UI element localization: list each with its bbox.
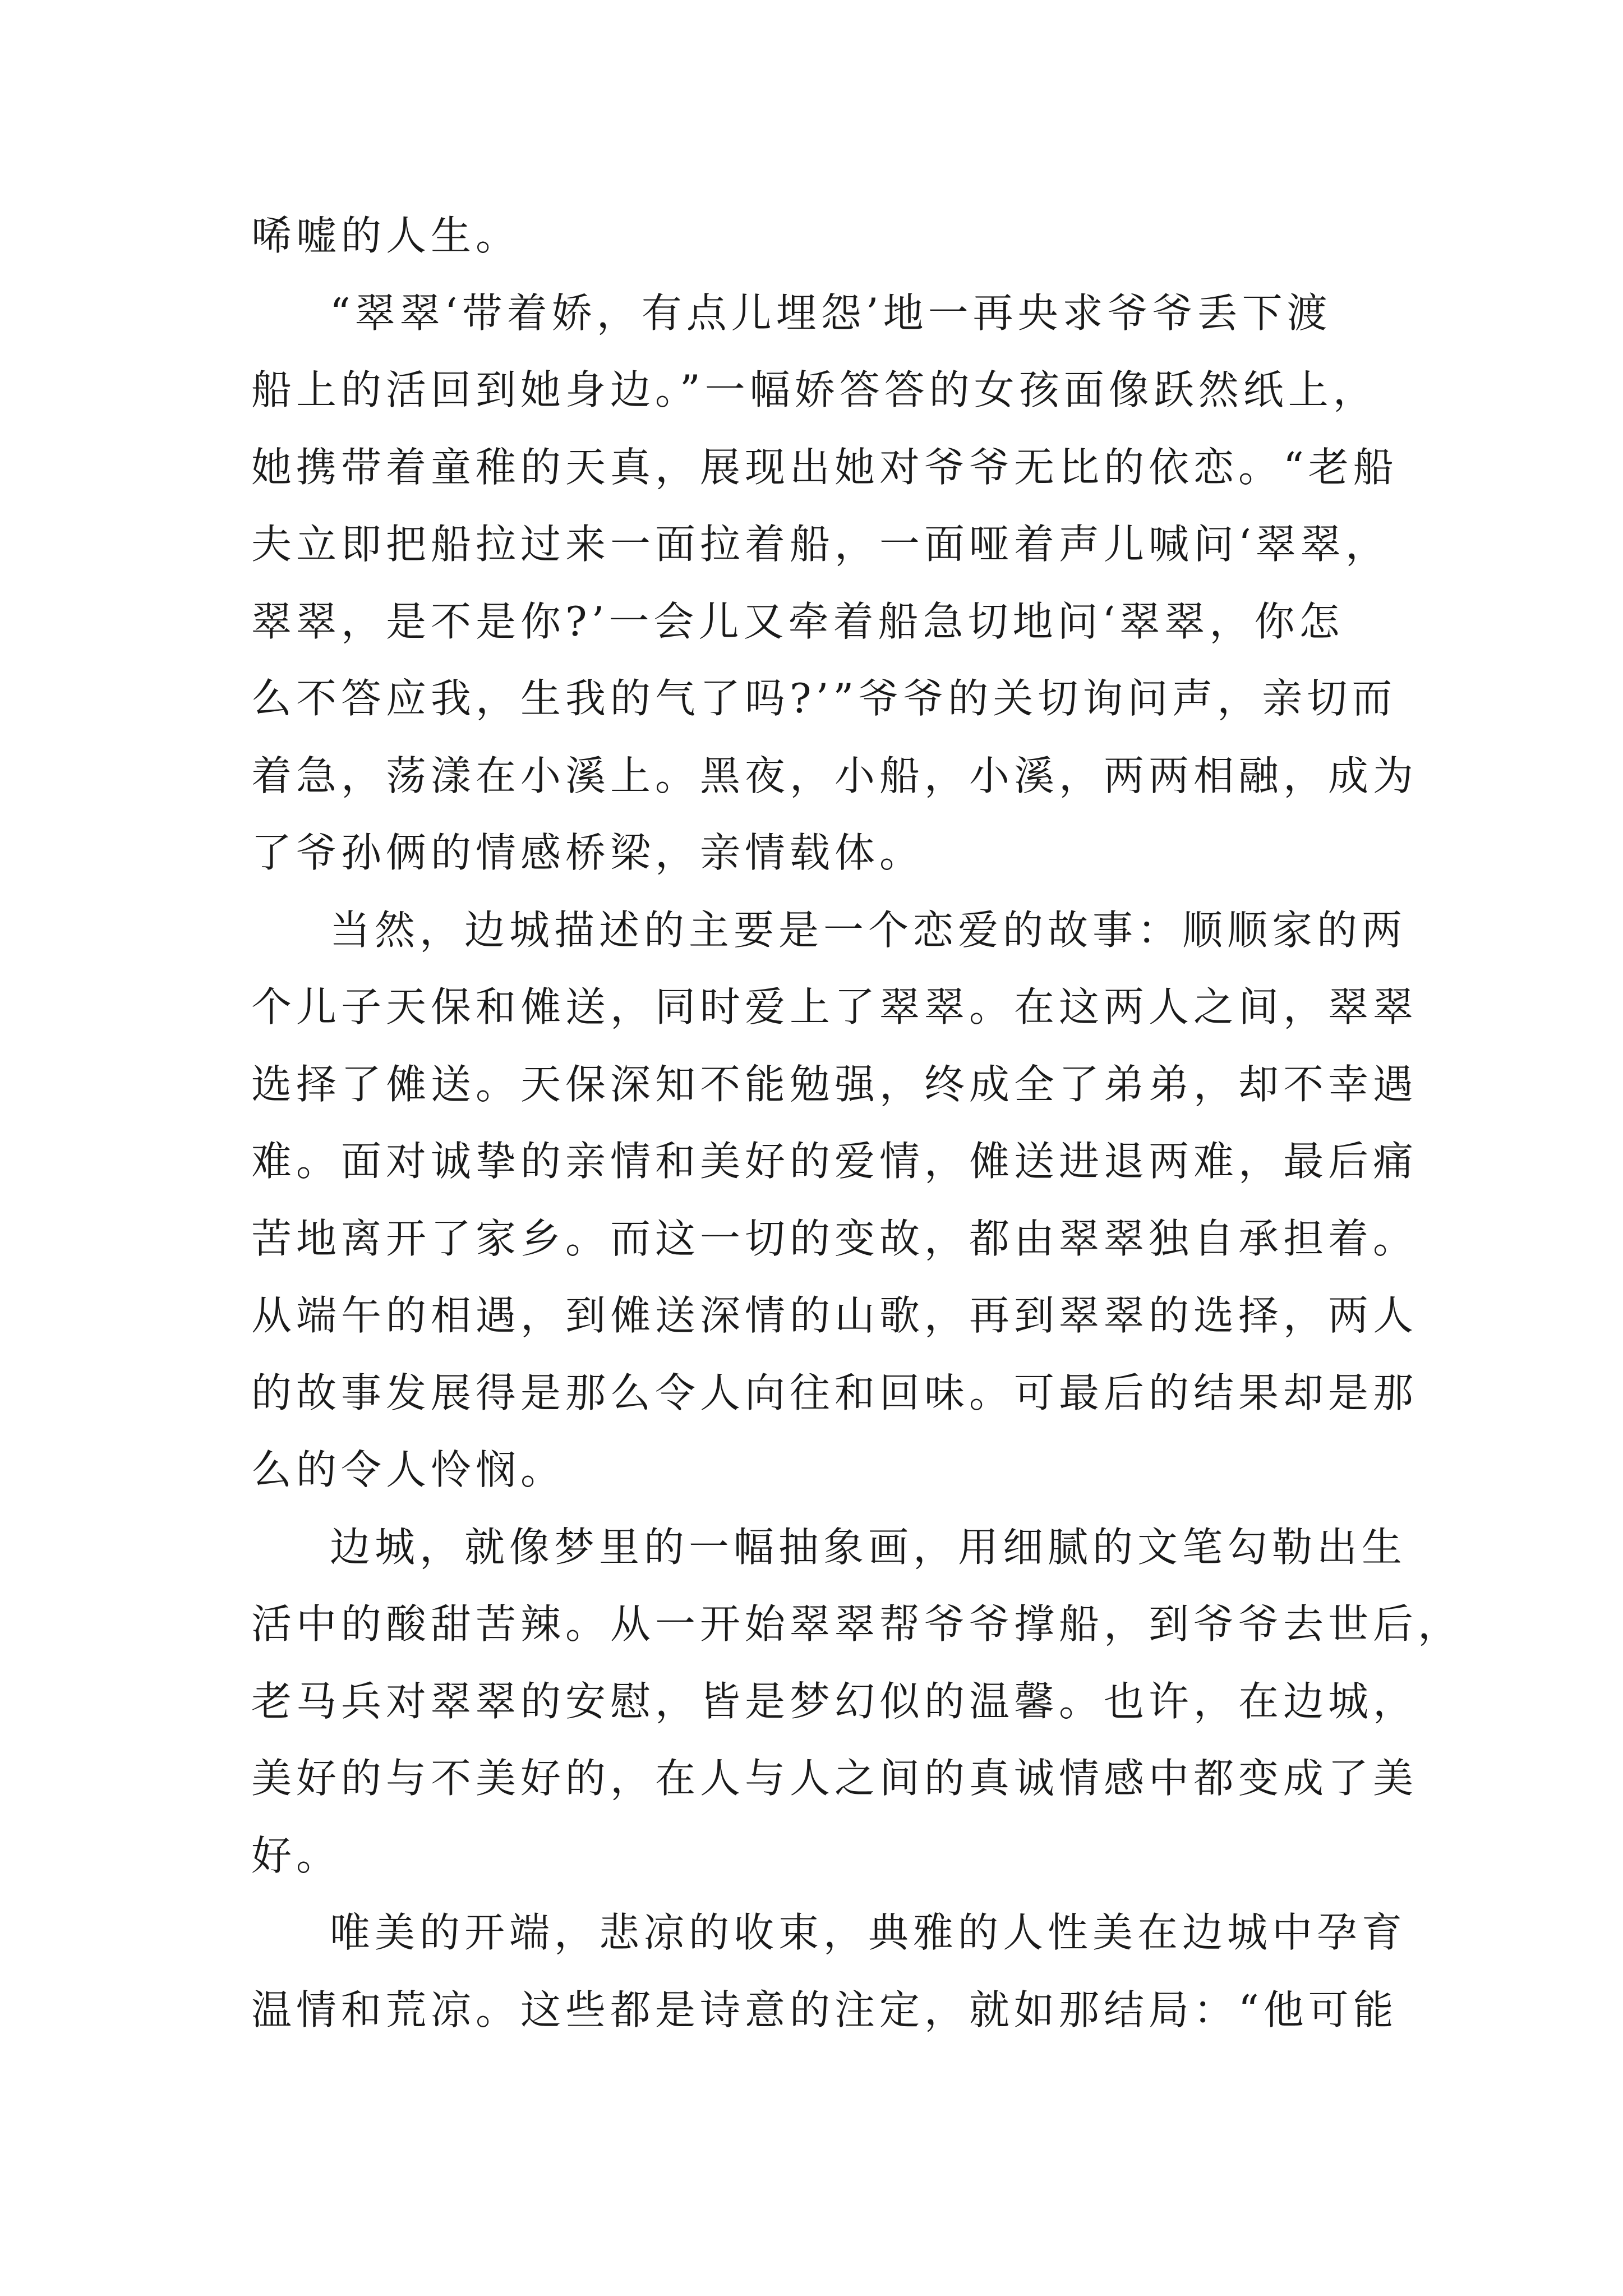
text-line: 温情和荒凉。这些都是诗意的注定，就如那结局：“他可能: [251, 1986, 1398, 2033]
text-line: 夫立即把船拉过来一面拉着船，一面哑着声儿喊问‘翠翠，: [251, 521, 1390, 568]
text-line: 着急，荡漾在小溪上。黑夜，小船，小溪，两两相融，成为: [251, 752, 1418, 799]
text-line: 了爷孙俩的情感桥梁，亲情载体。: [251, 829, 925, 876]
paragraph-first-line: 唯美的开端，悲凉的收束，典雅的人性美在边城中孕育: [330, 1909, 1407, 1956]
text-line: 好。: [251, 1832, 342, 1879]
text-line: 她携带着童稚的天真，展现出她对爷爷无比的依恋。“老船: [251, 444, 1398, 491]
text-line: 难。面对诚挚的亲情和美好的爱情，傩送进退两难，最后痛: [251, 1138, 1418, 1185]
text-line: 么不答应我，生我的气了吗?’”爷爷的关切询问声，亲切而: [251, 675, 1397, 722]
text-line: 么的令人怜悯。: [251, 1446, 566, 1493]
text-line: 船上的活回到她身边。”一幅娇答答的女孩面像跃然纸上，: [251, 366, 1378, 413]
paragraph-first-line: 边城，就像梦里的一幅抽象画，用细腻的文笔勾勒出生: [330, 1524, 1407, 1571]
text-line: 老马兵对翠翠的安慰，皆是梦幻似的温馨。也许，在边城，: [251, 1678, 1418, 1725]
text-line: 苦地离开了家乡。而这一切的变故，都由翠翠独自承担着。: [251, 1215, 1418, 1262]
text-line: 唏嘘的人生。: [251, 212, 521, 259]
paragraph-first-line: 当然，边城描述的主要是一个恋爱的故事：顺顺家的两: [330, 907, 1407, 954]
paragraph-first-line: “翠翠‘带着娇，有点儿埋怨’地一再央求爷爷丢下渡: [330, 289, 1332, 337]
text-line: 翠翠，是不是你?’一会儿又牵着船急切地问‘翠翠，你怎: [251, 598, 1344, 645]
text-line: 从端午的相遇，到傩送深情的山歌，再到翠翠的选择，两人: [251, 1292, 1418, 1339]
text-line: 的故事发展得是那么令人向往和回味。可最后的结果却是那: [251, 1369, 1418, 1416]
text-line: 选择了傩送。天保深知不能勉强，终成全了弟弟，却不幸遇: [251, 1061, 1418, 1108]
text-line: 个儿子天保和傩送，同时爱上了翠翠。在这两人之间，翠翠: [251, 983, 1418, 1030]
text-line: 活中的酸甜苦辣。从一开始翠翠帮爷爷撑船，到爷爷去世后，: [251, 1600, 1463, 1648]
text-line: 美好的与不美好的，在人与人之间的真诚情感中都变成了美: [251, 1755, 1418, 1802]
